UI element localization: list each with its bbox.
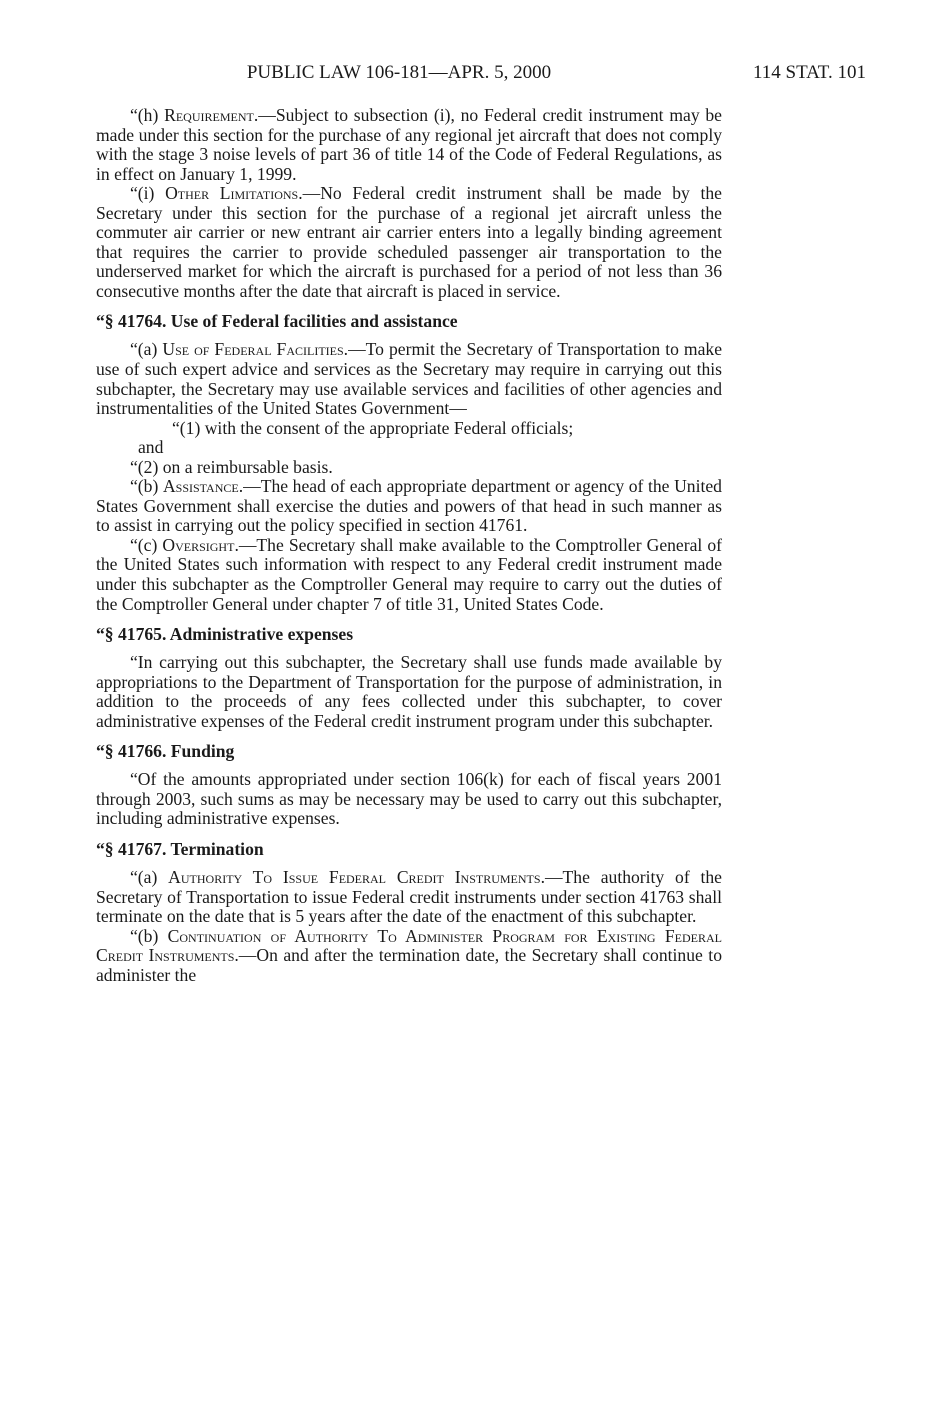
section-41767-a: “(a) Authority To Issue Federal Credit Instruments.—The authority of the Secretary of Transportation to issue Federal credit instruments under section 41763 shall terminate on the date that is 5 years after the date of the enactment of this subchapter. [96, 866, 722, 927]
section-41764-heading: “§ 41764. Use of Federal facilities and assistance [96, 311, 458, 332]
subsection-i: “(i) Other Limitations.—No Federal credit instrument shall be made by the Secretary under this section for the purchase of a regional jet aircraft unless the commuter air carrier or new entrant air carrier enters into a legally binding agreement that requires the carrier to provide scheduled passenger air transportation to the underserved market for which the aircraft is purchased for a period of not less than 36 consecutive months after the date that aircraft is placed in service. [96, 183, 722, 301]
section-41767-heading: “§ 41767. Termination [96, 838, 264, 859]
running-header [96, 62, 866, 84]
section-41766-heading: “§ 41766. Funding [96, 741, 235, 762]
section-41764-a-2: “(2) on a reimbursable basis. [130, 456, 333, 477]
section-41767-b: “(b) Continuation of Authority To Administer Program for Existing Federal Credit Instruments.—On and after the termination date, the Secretary shall continue to administer the [96, 925, 723, 985]
subsection-h-heading: Requirement [164, 105, 254, 125]
section-41766-body: “Of the amounts appropriated under section 106(k) for each of fiscal years 2001 through 2003, such sums as may be necessary may be used to carry out this subchapter, including administrative expenses. [96, 769, 722, 829]
section-41764-a: “(a) Use of Federal Facilities.—To permit the Secretary of Transportation to make use of such expert advice and services as the Secretary may require in carrying out this subchapter, the Secretary may use available services and facilities of other agencies and instrumentalities of the United States Government— [96, 339, 722, 419]
subsection-i-heading: Other Limitations [165, 183, 299, 204]
section-41765-body: “In carrying out this subchapter, the Secretary shall use funds made available by appropriations to the Department of Transportation for the purpose of administration, in addition to the proceeds of any fees collected under this subchapter, to cover administrative expenses of the Federal credit instrument program under this subchapter. [96, 652, 722, 731]
section-41764-a-1: “(1) with the consent of the appropriate Federal officials; [172, 417, 574, 438]
header-title: PUBLIC LAW 106-181—APR. 5, 2000 [246, 62, 552, 83]
subsection-h: “(h) Requirement.—Subject to subsection (i), no Federal credit instrument may be made under this section for the purchase of any regional jet aircraft that does not comply with the stage 3 noise levels of part 36 of title 14 of the Code of Federal Regulations, as in effect on January 1, 1999. [96, 105, 722, 184]
section-41764-c: “(c) Oversight.—The Secretary shall make available to the Comptroller General of the United States such information with respect to any Federal credit instrument made under this subchapter as the Comptroller General may require to carry out the duties of the Comptroller General under chapter 7 of title 31, United States Code. [96, 534, 722, 614]
section-41765-heading: “§ 41765. Administrative expenses [96, 624, 354, 645]
header-page-number: 114 STAT. 101 [752, 62, 866, 83]
section-41764-a-1-cont: and [138, 437, 164, 458]
document-body [96, 106, 722, 985]
section-41764-b: “(b) Assistance.—The head of each appropriate department or agency of the United States Government shall exercise the duties and powers of that head in such manner as to assist in carrying out the policy specified in section 41761. [96, 476, 722, 536]
